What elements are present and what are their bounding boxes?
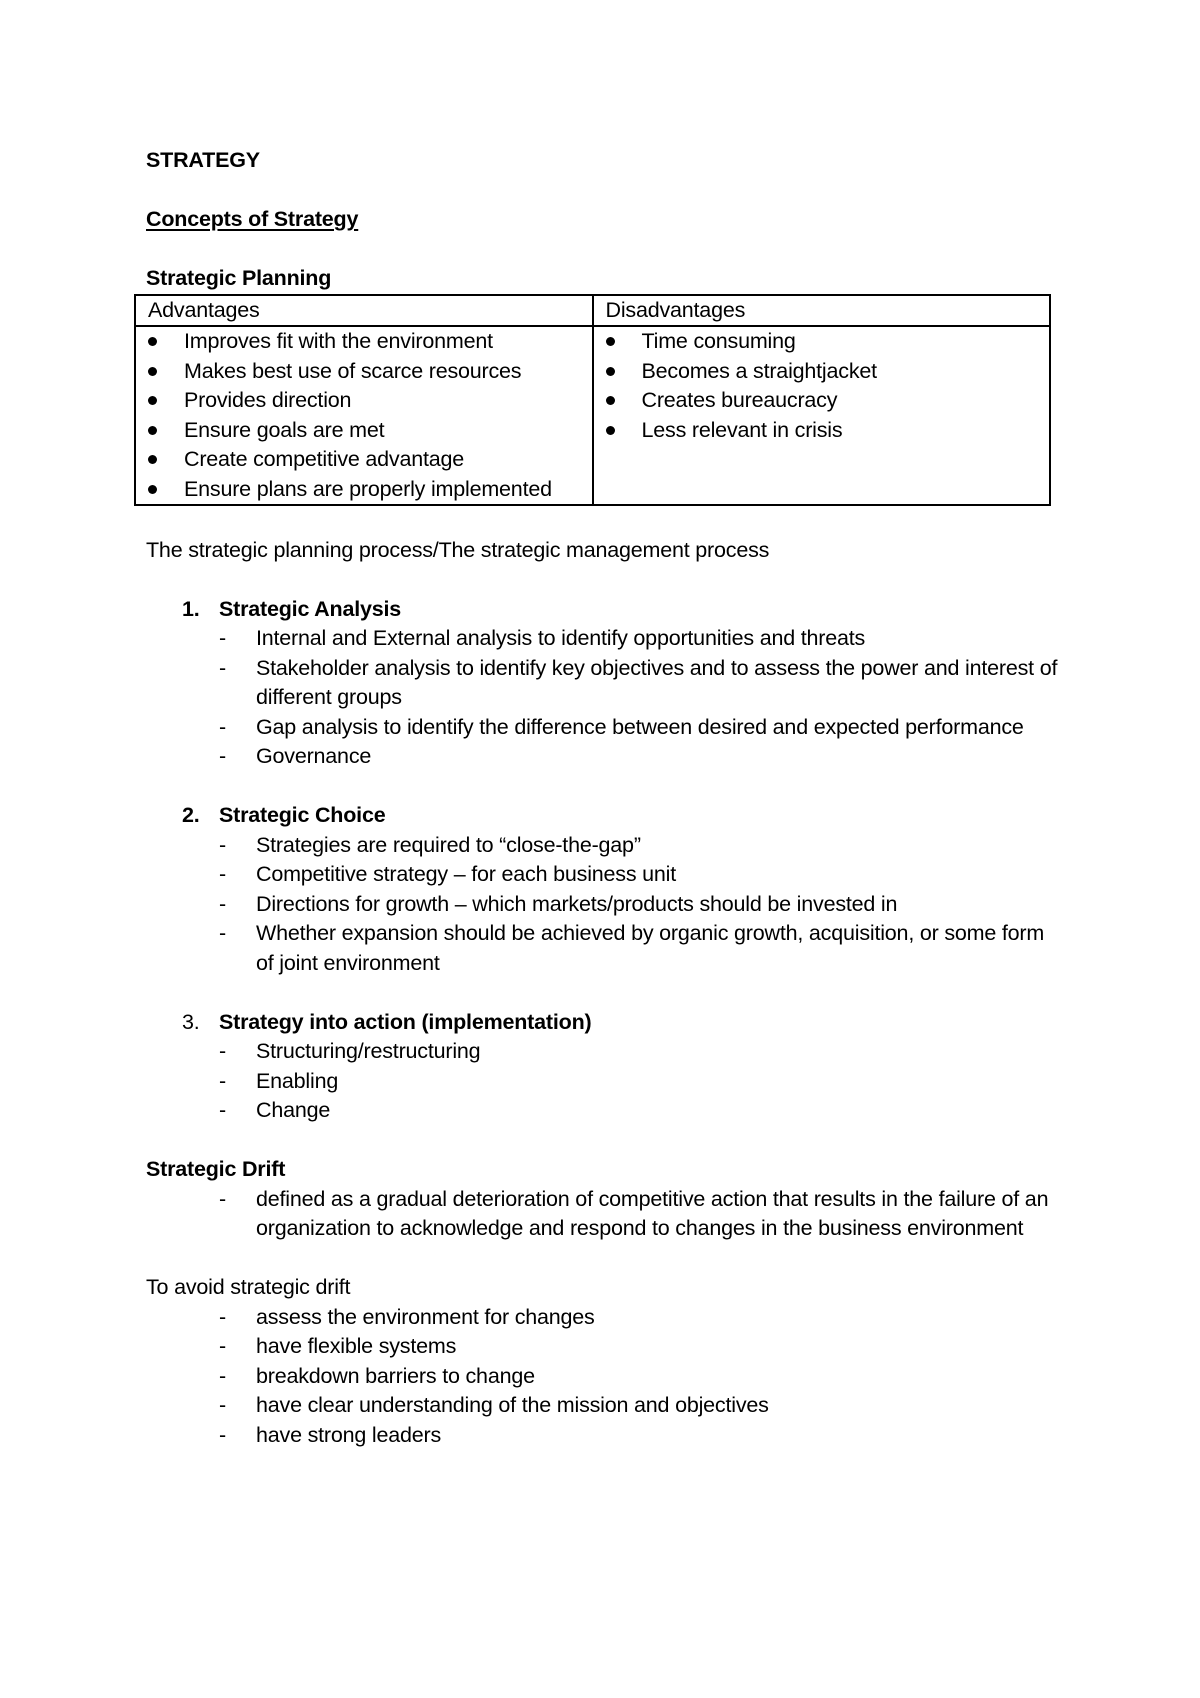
list-item: - Gap analysis to identify the difference between desired and expected performance: [219, 714, 1024, 739]
list-item: Makes best use of scarce resources: [148, 357, 592, 387]
section-heading-choice: [146, 801, 1066, 831]
section-number: 3.: [182, 1009, 200, 1034]
list-item: Time consuming: [606, 327, 1050, 357]
bullet-icon: [606, 337, 615, 346]
page-title: STRATEGY: [146, 148, 260, 172]
list-item: - have flexible systems: [219, 1334, 457, 1358]
list-item: Improves fit with the environment: [148, 327, 592, 357]
list-item: Create competitive advantage: [148, 445, 592, 475]
list-item: - Stakeholder analysis to identify key objectives and to assess the power and interest of different groups: [219, 655, 1058, 709]
action-list: [146, 1037, 1066, 1126]
avoid-list: [146, 1303, 1066, 1451]
list-item: Becomes a straightjacket: [606, 357, 1050, 387]
choice-list: [146, 831, 1066, 979]
disadvantages-list: [606, 327, 1050, 445]
section-number: 1.: [182, 596, 200, 621]
process-intro: The strategic planning process/The strategic management process: [146, 537, 770, 562]
list-item: Creates bureaucracy: [606, 386, 1050, 416]
bullet-icon: [606, 426, 615, 435]
section-heading-action: [146, 1008, 1066, 1038]
list-item: - Strategies are required to “close-the-gap”: [219, 832, 641, 857]
analysis-list: [146, 624, 1066, 772]
disadvantages-header: Disadvantages: [605, 297, 746, 322]
disadvantages-cell: [593, 326, 1051, 505]
section-number: 2.: [182, 803, 200, 827]
advantages-header: Advantages: [148, 297, 260, 322]
list-item: - assess the environment for changes: [219, 1304, 595, 1329]
bullet-icon: [606, 367, 615, 376]
list-item: Ensure plans are properly implemented: [148, 475, 592, 505]
list-item: - Governance: [219, 744, 372, 768]
planning-heading: Strategic Planning: [146, 266, 332, 290]
list-item: - Structuring/restructuring: [219, 1039, 481, 1063]
document-content: [146, 146, 1066, 1450]
list-item: - have strong leaders: [219, 1422, 442, 1447]
section-heading-text: Strategic Analysis: [219, 596, 402, 621]
drift-list: [146, 1185, 1066, 1244]
advantages-cell: [135, 326, 593, 505]
section-heading-text: Strategic Choice: [219, 803, 386, 827]
bullet-icon: [148, 485, 157, 494]
avoid-heading: To avoid strategic drift: [146, 1275, 351, 1299]
list-item: - Directions for growth – which markets/products should be invested in: [219, 891, 898, 916]
list-item: Ensure goals are met: [148, 416, 592, 446]
list-item: - defined as a gradual deterioration of competitive action that results in the failure of an organization to acknowledge and respond to changes in the business environment: [219, 1186, 1049, 1240]
list-item: Less relevant in crisis: [606, 416, 1050, 446]
bullet-icon: [148, 337, 157, 346]
list-item: - Competitive strategy – for each business unit: [219, 862, 677, 886]
disadvantages-header-cell: [593, 295, 1051, 327]
bullet-icon: [606, 396, 615, 405]
list-item: - have clear understanding of the mission and objectives: [219, 1393, 769, 1417]
table-body-row: [135, 326, 1050, 505]
list-item: - Internal and External analysis to identify opportunities and threats: [219, 626, 866, 650]
bullet-icon: [148, 455, 157, 464]
bullet-icon: [148, 426, 157, 435]
list-item: - breakdown barriers to change: [219, 1363, 535, 1388]
section-heading-text: Strategy into action (implementation): [219, 1009, 592, 1034]
bullet-icon: [148, 396, 157, 405]
list-item: - Change: [219, 1098, 331, 1122]
list-item: Provides direction: [148, 386, 592, 416]
drift-heading: Strategic Drift: [146, 1157, 286, 1181]
section-title: Concepts of Strategy: [146, 207, 359, 231]
bullet-icon: [148, 367, 157, 376]
planning-table: [134, 294, 1051, 507]
section-heading-analysis: [146, 595, 1066, 625]
list-item: - Enabling: [219, 1068, 339, 1093]
advantages-header-cell: [135, 295, 593, 327]
list-item: - Whether expansion should be achieved by organic growth, acquisition, or some form of joint environment: [219, 921, 1045, 975]
table-header-row: [135, 295, 1050, 327]
advantages-list: [148, 327, 592, 504]
